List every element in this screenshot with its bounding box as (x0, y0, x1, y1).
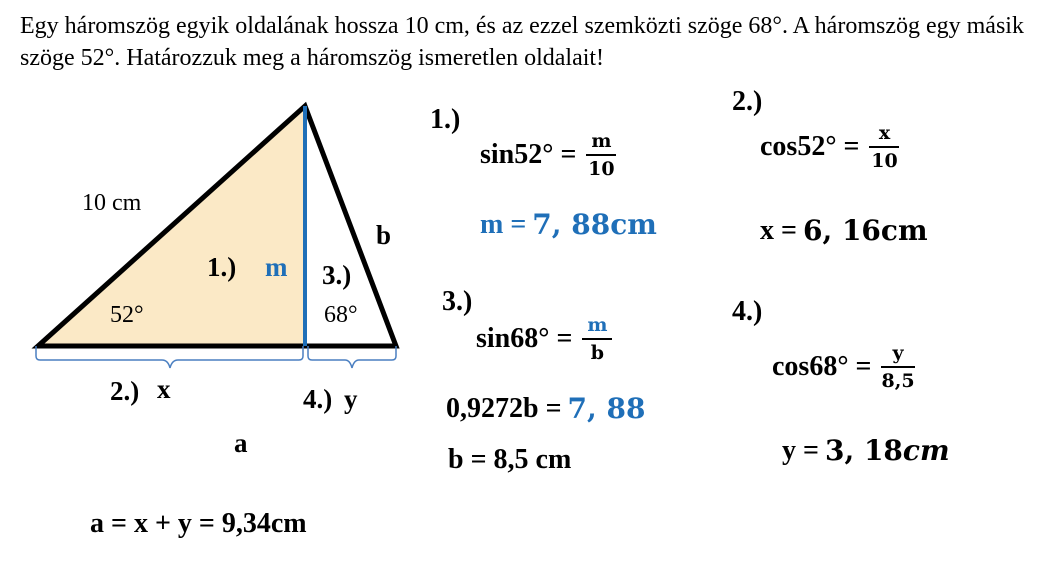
step-4-result (782, 434, 950, 467)
step-4-label: 4.) (732, 296, 763, 327)
side-b-label: b (376, 220, 392, 250)
result-a: a = x + y = 9,34cm (90, 508, 307, 539)
angle-52-label: 52° (110, 302, 144, 328)
step-3-numerator: m (587, 314, 608, 336)
step-1-result-value: 7, 88cm (532, 208, 657, 241)
step-1-label: 1.) (430, 104, 461, 135)
step-4-numerator: y (892, 342, 904, 364)
region-1-label: 1.) (207, 252, 237, 282)
step-3-label: 3.) (442, 286, 473, 317)
step-3-lhs: sin68° = (476, 323, 573, 354)
step-4-result-unit: cm (902, 434, 950, 467)
angle-68-label: 68° (324, 302, 358, 328)
step-1-numerator: m (591, 130, 612, 152)
step-2-result-value: 6, 16cm (802, 214, 928, 247)
step-4-result-value: 3, 18 (824, 434, 903, 467)
step-2-result (760, 214, 928, 247)
bracket-x (36, 346, 303, 368)
step-2-denominator: 10 (871, 150, 898, 172)
height-m-label: m (265, 252, 288, 282)
step-4-denominator: 8,5 (881, 370, 915, 392)
step-1-result-lhs: m = (480, 208, 527, 240)
step-4-lhs: cos68° = (772, 351, 872, 382)
step-3-fraction (582, 314, 612, 364)
segment-x-step: 2.) (110, 376, 140, 406)
step-2-lhs: cos52° = (760, 131, 860, 162)
step-2-numerator: x (878, 122, 891, 144)
segment-y-step: 4.) (303, 384, 333, 414)
step-4-equation (772, 342, 915, 392)
step-2-equation (760, 122, 899, 172)
base-a-label: a (234, 428, 248, 458)
step-1-lhs: sin52° = (480, 139, 577, 170)
step-3-intermediate (446, 392, 645, 425)
problem-text: Egy háromszög egyik oldalának hossza 10 cm, és az ezzel szemközti szöge 68°. A háromszög egy másik szöge 52°. Határozzuk meg a háromszög ismeretlen oldalait! (20, 13, 1024, 71)
step-2-result-lhs: x = (760, 214, 797, 246)
region-3-label: 3.) (322, 260, 352, 290)
step-3-denominator: b (590, 342, 605, 364)
step-1-fraction (586, 130, 616, 180)
step-3-mid-value: 7, 88 (567, 392, 646, 425)
step-1-denominator: 10 (588, 158, 615, 180)
step-4-fraction (881, 342, 914, 392)
step-3-equation (476, 314, 612, 364)
step-3-result: b = 8,5 cm (448, 444, 572, 475)
step-4-result-lhs: y = (782, 434, 819, 466)
bracket-y (308, 346, 396, 368)
side-length-label: 10 cm (82, 190, 142, 216)
step-1-equation (480, 130, 616, 180)
segment-y-label: y (344, 384, 358, 414)
segment-x-label: x (157, 374, 171, 404)
step-3-mid-lhs: 0,9272b = (446, 392, 562, 424)
step-2-label: 2.) (732, 86, 763, 117)
step-1-result (480, 208, 657, 241)
step-2-fraction (869, 122, 899, 172)
